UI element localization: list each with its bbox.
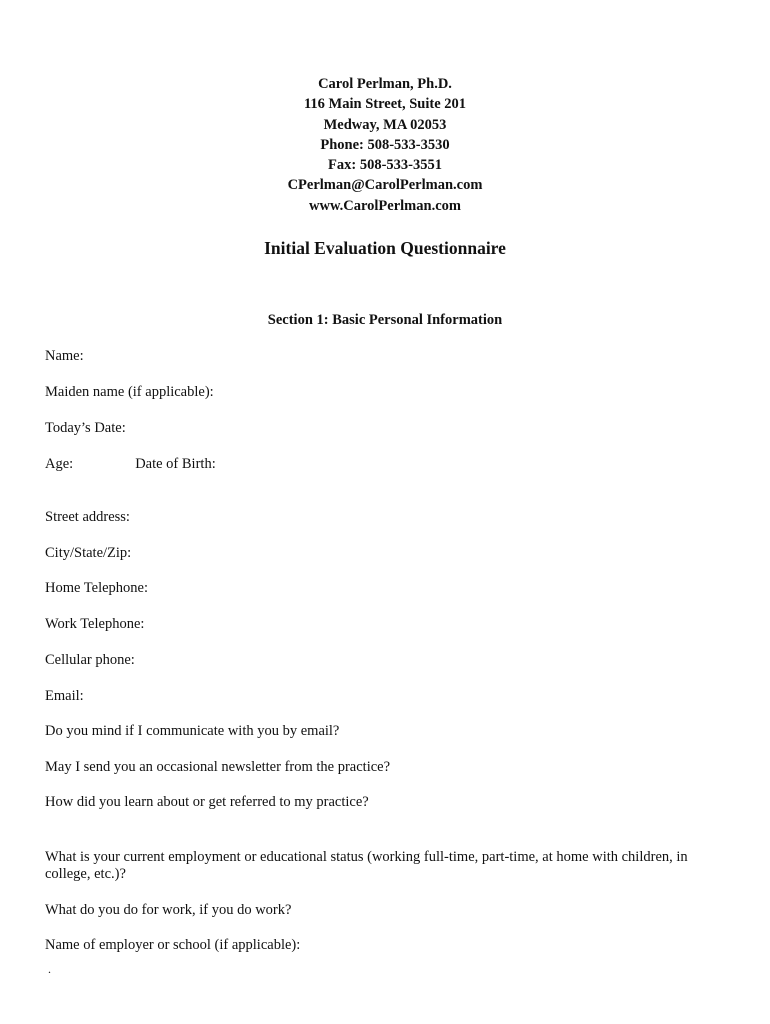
city-state-zip-label: City/State/Zip: — [45, 545, 132, 561]
document-title: Initial Evaluation Questionnaire — [264, 238, 506, 258]
employment-status-question: What is your current employment or educational status (working full-time, part-time, at home with children, in college, etc.)? — [45, 849, 688, 882]
age-label: Age: — [45, 456, 74, 472]
trailing-mark: . — [48, 962, 51, 976]
letterhead — [0, 74, 770, 216]
email-line: CPerlman@CarolPerlman.com — [287, 177, 483, 194]
street-address: 116 Main Street, Suite 201 — [303, 96, 467, 113]
section-title: Section 1: Basic Personal Information — [267, 312, 503, 328]
home-telephone-label: Home Telephone: — [45, 580, 149, 596]
practitioner-name: Carol Perlman, Ph.D. — [318, 76, 452, 92]
age-dob-row — [45, 456, 216, 473]
work-question: What do you do for work, if you do work? — [45, 902, 292, 918]
fax-line: Fax: 508-533-3551 — [328, 157, 442, 174]
work-telephone-label: Work Telephone: — [45, 616, 145, 632]
maiden-name-label: Maiden name (if applicable): — [45, 384, 214, 400]
email-consent-question: Do you mind if I communicate with you by email? — [45, 723, 340, 739]
name-label: Name: — [45, 348, 84, 364]
employer-question: Name of employer or school (if applicable): — [45, 937, 301, 953]
street-address-label: Street address: — [45, 509, 130, 525]
website-line: www.CarolPerlman.com — [309, 197, 461, 214]
email-label: Email: — [45, 688, 84, 704]
phone-line: Phone: 508-533-3530 — [320, 136, 450, 153]
newsletter-question: May I send you an occasional newsletter from the practice? — [45, 759, 391, 775]
city-line: Medway, MA 02053 — [323, 116, 447, 133]
todays-date-label: Today’s Date: — [45, 420, 126, 436]
cellular-phone-label: Cellular phone: — [45, 652, 135, 668]
referral-question: How did you learn about or get referred to my practice? — [45, 794, 369, 810]
date-of-birth-label: Date of Birth: — [135, 456, 216, 472]
